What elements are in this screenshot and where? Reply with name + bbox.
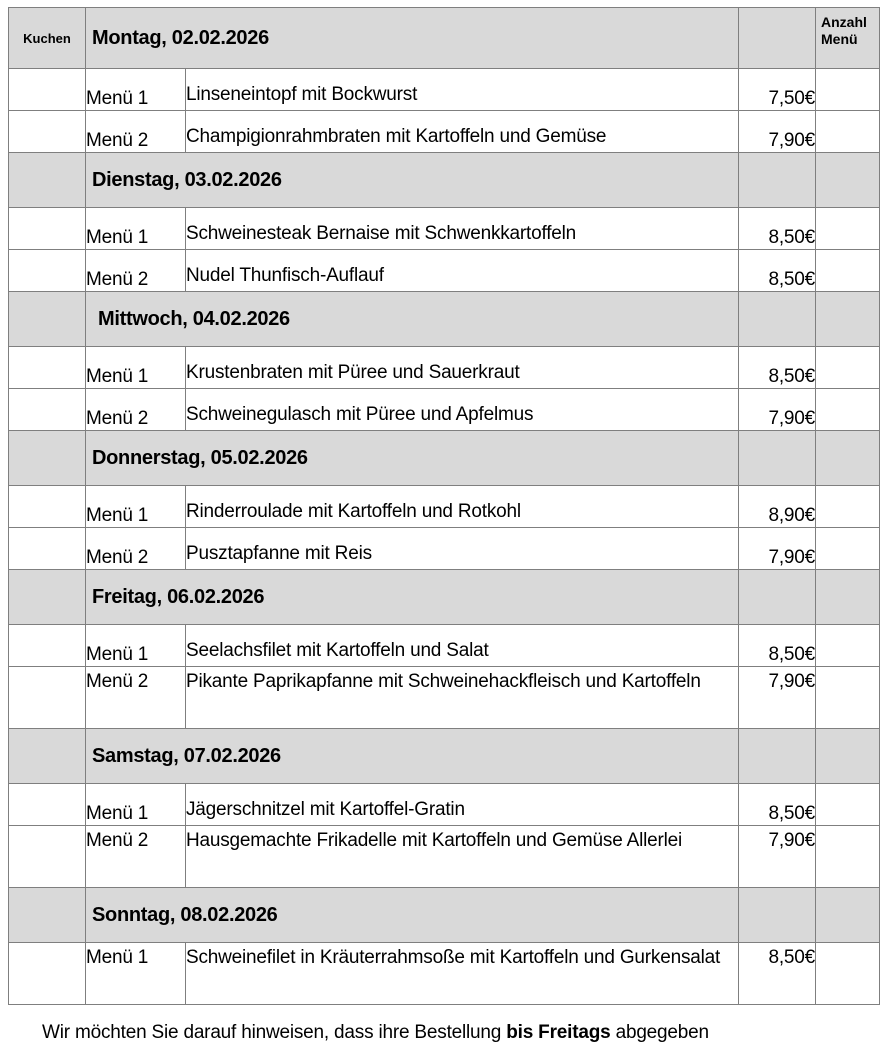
anzahl-label-line1: Anzahl bbox=[821, 14, 867, 30]
day-header-row bbox=[9, 570, 880, 625]
dish-name: Nudel Thunfisch-Auflauf bbox=[186, 250, 739, 292]
anzahl-input-cell[interactable] bbox=[816, 667, 880, 729]
dish-name: Rinderroulade mit Kartoffeln und Rotkohl bbox=[186, 486, 739, 528]
dish-name: Pusztapfanne mit Reis bbox=[186, 528, 739, 570]
dish-name: Champigionrahmbraten mit Kartoffeln und Gemüse bbox=[186, 111, 739, 153]
dish-name: Schweinefilet in Kräuterrahmsoße mit Kartoffeln und Gurkensalat bbox=[186, 943, 739, 1005]
menu-label: Menü 1 bbox=[86, 943, 186, 1005]
kuchen-input-cell[interactable] bbox=[9, 69, 86, 111]
menu-label: Menü 2 bbox=[86, 389, 186, 431]
dish-name: Schweinesteak Bernaise mit Schwenkkartoffeln bbox=[186, 208, 739, 250]
dish-name: Schweinegulasch mit Püree und Apfelmus bbox=[186, 389, 739, 431]
day-header-row bbox=[9, 292, 880, 347]
menu-row bbox=[9, 389, 880, 431]
price: 8,50€ bbox=[739, 625, 816, 667]
anzahl-cell-empty bbox=[816, 888, 880, 943]
day-title: Sonntag, 08.02.2026 bbox=[86, 888, 739, 943]
kuchen-input-cell[interactable] bbox=[9, 943, 86, 1005]
menu-row bbox=[9, 250, 880, 292]
day-title: Samstag, 07.02.2026 bbox=[86, 729, 739, 784]
day-title: Mittwoch, 04.02.2026 bbox=[86, 292, 739, 347]
menu-row bbox=[9, 208, 880, 250]
kuchen-cell-empty bbox=[9, 729, 86, 784]
kuchen-cell-empty bbox=[9, 888, 86, 943]
kuchen-input-cell[interactable] bbox=[9, 826, 86, 888]
kuchen-cell-empty bbox=[9, 292, 86, 347]
menu-row bbox=[9, 528, 880, 570]
price: 7,90€ bbox=[739, 826, 816, 888]
anzahl-input-cell[interactable] bbox=[816, 250, 880, 292]
dish-name: Krustenbraten mit Püree und Sauerkraut bbox=[186, 347, 739, 389]
day-header-row bbox=[9, 431, 880, 486]
anzahl-input-cell[interactable] bbox=[816, 69, 880, 111]
menu-label: Menü 1 bbox=[86, 347, 186, 389]
anzahl-cell-empty bbox=[816, 292, 880, 347]
price-cell-empty bbox=[739, 570, 816, 625]
menu-row bbox=[9, 486, 880, 528]
day-header-row bbox=[9, 8, 880, 69]
kuchen-input-cell[interactable] bbox=[9, 208, 86, 250]
menu-row bbox=[9, 347, 880, 389]
dish-name: Pikante Paprikapfanne mit Schweinehackfleisch und Kartoffeln bbox=[186, 667, 739, 729]
order-deadline-notice bbox=[42, 1022, 709, 1044]
menu-row bbox=[9, 826, 880, 888]
kuchen-input-cell[interactable] bbox=[9, 389, 86, 431]
menu-label: Menü 1 bbox=[86, 69, 186, 111]
dish-name: Jägerschnitzel mit Kartoffel-Gratin bbox=[186, 784, 739, 826]
anzahl-cell-empty bbox=[816, 153, 880, 208]
kuchen-column-header: Kuchen bbox=[9, 8, 86, 69]
day-header-row bbox=[9, 153, 880, 208]
anzahl-label-line2: Menü bbox=[821, 31, 858, 47]
kuchen-input-cell[interactable] bbox=[9, 347, 86, 389]
notice-text-before: Wir möchten Sie darauf hinweisen, dass ihre Bestellung bbox=[42, 1022, 507, 1043]
anzahl-input-cell[interactable] bbox=[816, 347, 880, 389]
anzahl-cell-empty bbox=[816, 431, 880, 486]
menu-table bbox=[8, 7, 880, 1005]
anzahl-input-cell[interactable] bbox=[816, 486, 880, 528]
dish-name: Hausgemachte Frikadelle mit Kartoffeln und Gemüse Allerlei bbox=[186, 826, 739, 888]
menu-label: Menü 2 bbox=[86, 667, 186, 729]
notice-text-bold: bis Freitags bbox=[506, 1022, 611, 1043]
price-cell-empty bbox=[739, 292, 816, 347]
anzahl-menu-column-header bbox=[816, 8, 880, 69]
anzahl-input-cell[interactable] bbox=[816, 528, 880, 570]
kuchen-cell-empty bbox=[9, 570, 86, 625]
kuchen-input-cell[interactable] bbox=[9, 486, 86, 528]
menu-label: Menü 2 bbox=[86, 250, 186, 292]
anzahl-input-cell[interactable] bbox=[816, 826, 880, 888]
price: 7,90€ bbox=[739, 389, 816, 431]
anzahl-input-cell[interactable] bbox=[816, 784, 880, 826]
anzahl-cell-empty bbox=[816, 570, 880, 625]
price: 7,90€ bbox=[739, 111, 816, 153]
menu-label: Menü 1 bbox=[86, 208, 186, 250]
day-title: Donnerstag, 05.02.2026 bbox=[86, 431, 739, 486]
anzahl-input-cell[interactable] bbox=[816, 943, 880, 1005]
menu-label: Menü 2 bbox=[86, 826, 186, 888]
kuchen-input-cell[interactable] bbox=[9, 111, 86, 153]
anzahl-input-cell[interactable] bbox=[816, 389, 880, 431]
price: 7,50€ bbox=[739, 69, 816, 111]
menu-row bbox=[9, 625, 880, 667]
menu-label: Menü 2 bbox=[86, 528, 186, 570]
menu-row bbox=[9, 69, 880, 111]
kuchen-cell-empty bbox=[9, 431, 86, 486]
kuchen-cell-empty bbox=[9, 153, 86, 208]
kuchen-input-cell[interactable] bbox=[9, 784, 86, 826]
dish-name: Linseneintopf mit Bockwurst bbox=[186, 69, 739, 111]
price: 7,90€ bbox=[739, 528, 816, 570]
day-title: Freitag, 06.02.2026 bbox=[86, 570, 739, 625]
menu-row bbox=[9, 111, 880, 153]
menu-label: Menü 1 bbox=[86, 625, 186, 667]
day-header-row bbox=[9, 888, 880, 943]
price-cell-empty bbox=[739, 431, 816, 486]
price: 8,50€ bbox=[739, 208, 816, 250]
dish-name: Seelachsfilet mit Kartoffeln und Salat bbox=[186, 625, 739, 667]
price: 8,50€ bbox=[739, 347, 816, 389]
price: 8,50€ bbox=[739, 250, 816, 292]
kuchen-input-cell[interactable] bbox=[9, 528, 86, 570]
notice-text-after: abgegeben bbox=[610, 1022, 709, 1043]
anzahl-cell-empty bbox=[816, 729, 880, 784]
price: 7,90€ bbox=[739, 667, 816, 729]
menu-row bbox=[9, 943, 880, 1005]
menu-label: Menü 1 bbox=[86, 784, 186, 826]
kuchen-input-cell[interactable] bbox=[9, 625, 86, 667]
kuchen-input-cell[interactable] bbox=[9, 250, 86, 292]
kuchen-input-cell[interactable] bbox=[9, 667, 86, 729]
price: 8,90€ bbox=[739, 486, 816, 528]
anzahl-input-cell[interactable] bbox=[816, 111, 880, 153]
price-cell-empty bbox=[739, 8, 816, 69]
price: 8,50€ bbox=[739, 784, 816, 826]
day-title: Montag, 02.02.2026 bbox=[86, 8, 739, 69]
menu-row bbox=[9, 667, 880, 729]
price-cell-empty bbox=[739, 729, 816, 784]
menu-label: Menü 2 bbox=[86, 111, 186, 153]
anzahl-input-cell[interactable] bbox=[816, 208, 880, 250]
day-header-row bbox=[9, 729, 880, 784]
price: 8,50€ bbox=[739, 943, 816, 1005]
anzahl-input-cell[interactable] bbox=[816, 625, 880, 667]
menu-label: Menü 1 bbox=[86, 486, 186, 528]
price-cell-empty bbox=[739, 888, 816, 943]
day-title: Dienstag, 03.02.2026 bbox=[86, 153, 739, 208]
price-cell-empty bbox=[739, 153, 816, 208]
menu-row bbox=[9, 784, 880, 826]
